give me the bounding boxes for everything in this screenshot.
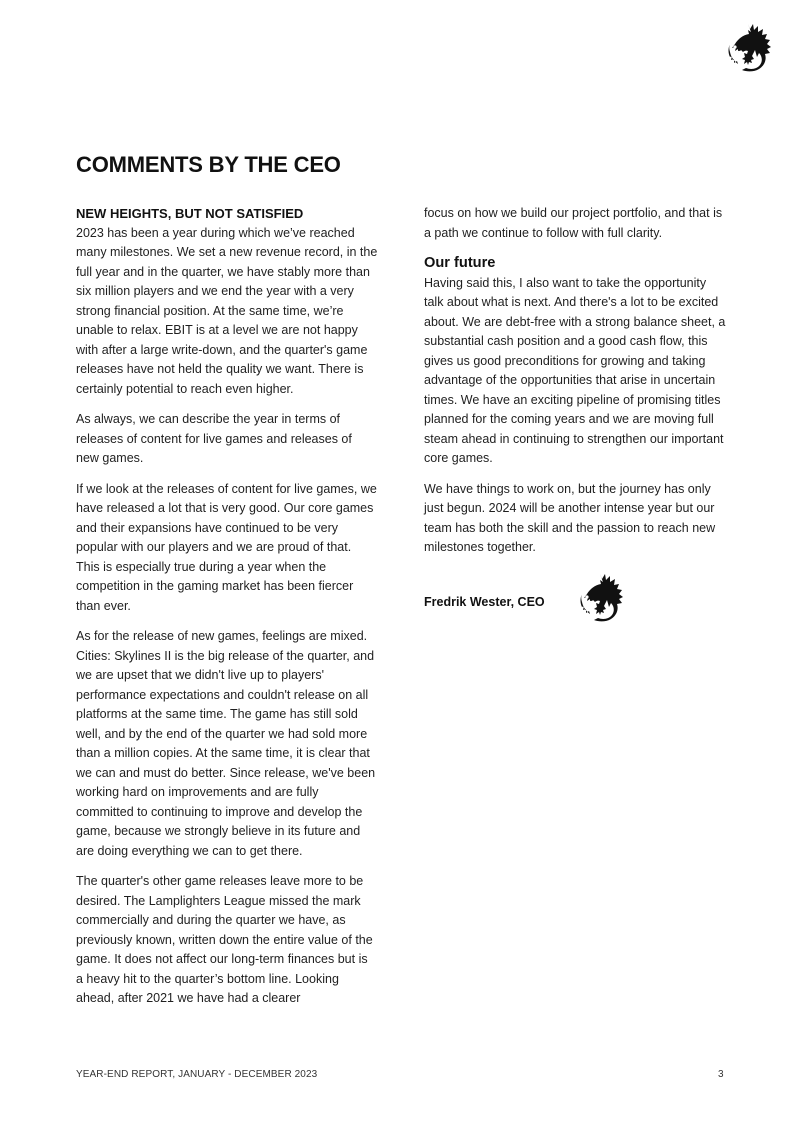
sub-heading-our-future: Our future: [424, 255, 496, 271]
footer-page-number: 3: [718, 1069, 724, 1080]
paragraph: We have things to work on, but the journey has only just begun. 2024 will be another intense year but our team has both the skill and the passion to reach new milestones together.: [424, 481, 716, 554]
signature-name: Fredrik Wester, CEO: [424, 594, 545, 609]
paragraph: As always, we can describe the year in terms of releases of content for live games and releases of new games.: [76, 412, 352, 465]
paragraph-continuation: focus on how we build our project portfolio, and that is a path we continue to follow with full clarity.: [424, 206, 723, 240]
paragraph: If we look at the releases of content for live games, we have released a lot that is very good. Our core games and their expansions have continued to be very popular with our players and we are proud of that. This is especially true during a year when the competition in the gaming market has been fiercer than ever.: [76, 481, 377, 613]
paragraph: The quarter's other game releases leave more to be desired. The Lamplighters League missed the mark commercially and during the quarter we have, as previously known, written down the entire value of the game. It does not affect our long-term finances but is a heavy hit to the quarter’s bottom line. Looking ahead, after 2021 we have had a clearer: [76, 874, 373, 1005]
paragraph: Having said this, I also want to take the opportunity talk about what is next. And there's a lot to be excited about. We are debt-free with a strong balance sheet, a substantial cash position and a good cash flow, this gives us good preconditions for growing and taking advantage of the opportunities that arise in uncertain times. We have an exciting pipeline of promising titles planned for the coming years and we are moving full steam ahead in continuing to strengthen our important core games.: [424, 275, 726, 465]
right-column: [424, 204, 726, 632]
footer-report-title: YEAR-END REPORT, JANUARY - DECEMBER 2023: [76, 1069, 318, 1080]
paragraph: As for the release of new games, feelings are mixed. Cities: Skylines II is the big release of the quarter, and we are upset that we didn't live up to players' performance expectations and couldn't release on all platforms at the same time. The game has still sold well, and by the end of the quarter we had sold more than a million copies. At the same time, it is clear that we can and must do better. Since release, we've been working hard on improvements and are fully committed to continuing to improve and develop the game, because we strongly believe in its future and are doing everything we can to get there.: [76, 629, 376, 858]
left-column: [76, 204, 378, 1020]
signature-block: [424, 576, 726, 632]
company-logo-icon: [722, 20, 774, 72]
section-heading: NEW HEIGHTS, BUT NOT SATISFIED: [76, 206, 304, 221]
paragraph: 2023 has been a year during which we’ve reached many milestones. We set a new revenue record, in the full year and in the quarter, we have stably more than six million players and we end the year with a very strong financial position. At the same time, we’re unable to relax. EBIT is at a level we are not happy with after a large write-down, and the quarter's game releases have not held the quality we want. There is certainly potential to reach even higher.: [76, 225, 378, 396]
signature-logo-icon: [574, 570, 626, 622]
page-title: COMMENTS BY THE CEO: [76, 152, 341, 177]
